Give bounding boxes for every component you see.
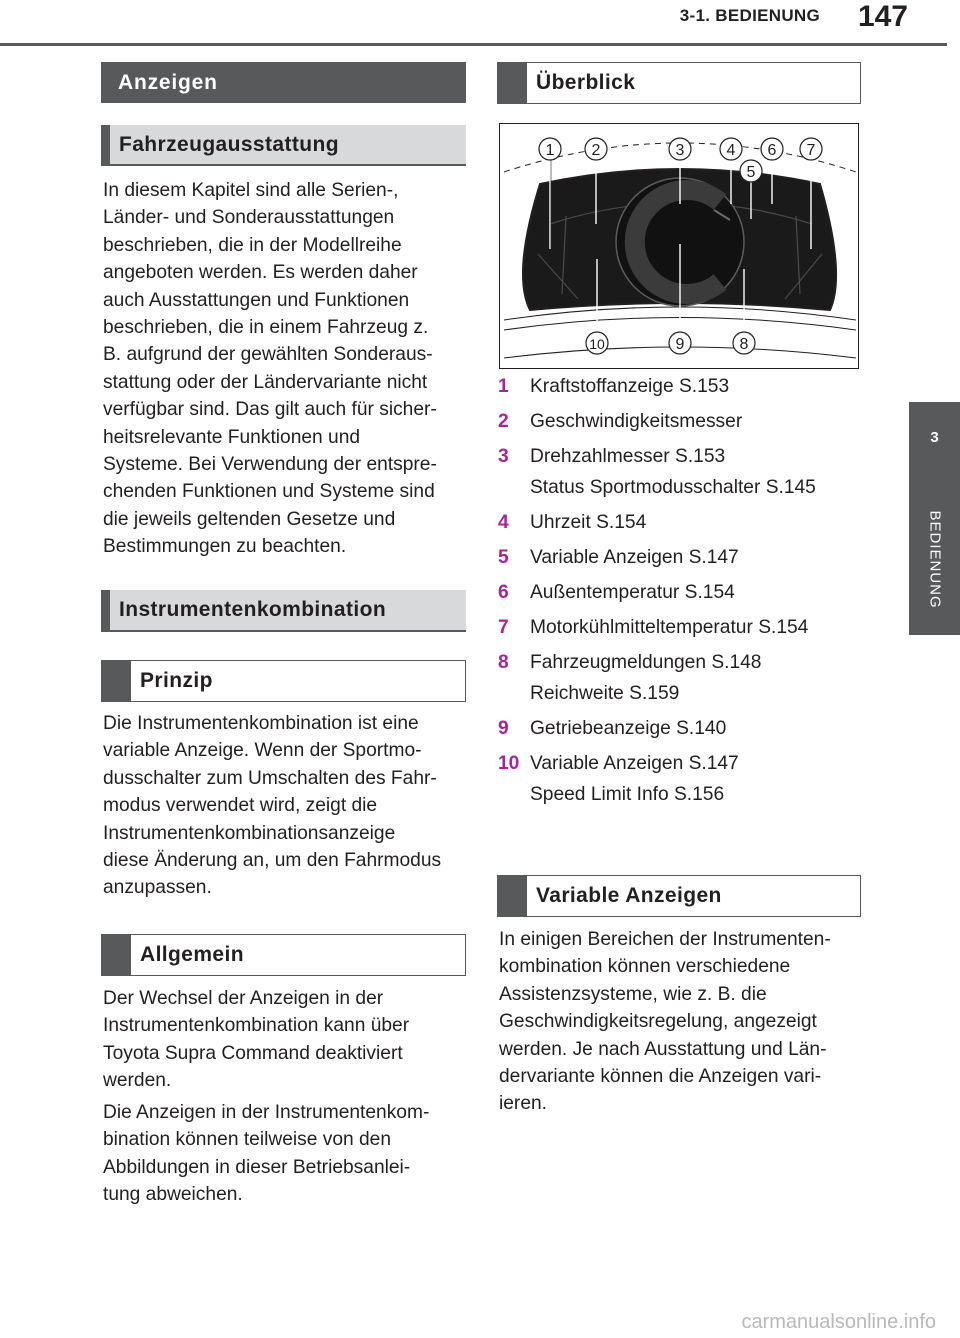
legend-item-7 bbox=[498, 613, 808, 643]
legend-text: Uhrzeit S.154 bbox=[530, 512, 647, 533]
legend-number: 7 bbox=[498, 617, 509, 638]
text-line: bination können teilweise von den bbox=[103, 1129, 392, 1151]
text-line: dusschalter zum Umschalten des Fahr- bbox=[103, 767, 437, 789]
section-title: 3-1. BEDIENUNG bbox=[679, 6, 820, 25]
legend-sub-8: Reichweite S.159 bbox=[530, 683, 680, 704]
callout-5: 5 bbox=[746, 164, 756, 181]
chapter-tab-number: 3 bbox=[930, 429, 939, 446]
legend-item-9 bbox=[498, 714, 726, 744]
text-line: beschrieben, die in einem Fahrzeug z. bbox=[103, 317, 429, 339]
legend-item-5 bbox=[498, 543, 739, 573]
text-line: heitsrelevante Funktionen und bbox=[103, 426, 361, 448]
legend-sub-3: Status Sportmodusschalter S.145 bbox=[530, 477, 816, 498]
callout-6: 6 bbox=[767, 142, 777, 159]
callout-2: 2 bbox=[591, 142, 601, 159]
text-line: variable Anzeige. Wenn der Sportmo- bbox=[103, 740, 422, 762]
legend-text: Variable Anzeigen S.147 bbox=[530, 547, 739, 568]
legend-item-6 bbox=[498, 578, 735, 608]
text-line: Die Instrumentenkombination ist eine bbox=[103, 713, 419, 734]
paragraph-variable-anzeigen bbox=[499, 926, 869, 1118]
text-line: Länder- und Sonderausstattungen bbox=[103, 207, 395, 229]
legend-sub-10: Speed Limit Info S.156 bbox=[530, 784, 725, 805]
legend-number: 4 bbox=[498, 512, 509, 533]
text-line: Der Wechsel der Anzeigen in der bbox=[103, 988, 384, 1009]
heading-allgemein: Allgemein bbox=[101, 934, 466, 976]
text-line: Systeme. Bei Verwendung der entspre- bbox=[103, 454, 437, 476]
legend-item-3 bbox=[498, 442, 725, 472]
text-line: werden. Je nach Ausstattung und Län- bbox=[499, 1038, 827, 1060]
legend-text: Drehzahlmesser S.153 bbox=[530, 446, 726, 467]
watermark: carmanualsonline.info bbox=[741, 1311, 936, 1333]
legend-item-2 bbox=[498, 407, 742, 437]
text-line: Bestimmungen zu beachten. bbox=[103, 536, 347, 558]
text-line: verfügbar sind. Das gilt auch für sicher- bbox=[103, 399, 437, 421]
text-line: anzupassen. bbox=[103, 877, 212, 899]
heading-prinzip: Prinzip bbox=[101, 660, 466, 702]
text-line: modus verwendet wird, zeigt die bbox=[103, 795, 378, 817]
legend-text: Motorkühlmitteltemperatur S.154 bbox=[530, 617, 809, 638]
callout-7: 7 bbox=[806, 142, 816, 159]
text-line: In diesem Kapitel sind alle Serien-, bbox=[103, 180, 399, 201]
text-line: chenden Funktionen und Systeme sind bbox=[103, 481, 435, 503]
instrument-cluster-drawing bbox=[500, 124, 859, 369]
heading-fahrzeugausstattung: Fahrzeugausstattung bbox=[101, 125, 466, 166]
instrument-cluster-figure bbox=[499, 123, 859, 369]
paragraph-fahrzeugausstattung bbox=[103, 177, 473, 561]
text-line: Instrumentenkombinationsanzeige bbox=[103, 822, 396, 844]
legend-number: 2 bbox=[498, 411, 509, 432]
heading-variable-anzeigen: Variable Anzeigen bbox=[497, 875, 861, 917]
chapter-tab-label: BEDIENUNG bbox=[926, 510, 944, 609]
legend-text: Geschwindigkeitsmesser bbox=[530, 411, 743, 432]
text-line: beschrieben, die in der Modellreihe bbox=[103, 234, 402, 256]
legend-number: 5 bbox=[498, 547, 509, 568]
text-line: stattung oder der Ländervariante nicht bbox=[103, 371, 428, 393]
text-line: die jeweils geltenden Gesetze und bbox=[103, 508, 396, 530]
text-line: werden. bbox=[103, 1070, 172, 1092]
heading-instrumentenkombination: Instrumentenkombination bbox=[101, 590, 466, 632]
text-line: ieren. bbox=[499, 1093, 547, 1115]
text-line: In einigen Bereichen der Instrumenten- bbox=[499, 929, 831, 950]
text-line: dervariante können die Anzeigen vari- bbox=[499, 1066, 822, 1088]
text-line: B. aufgrund der gewählten Sonderaus- bbox=[103, 344, 433, 366]
text-line: tung abweichen. bbox=[103, 1184, 243, 1206]
text-line: Toyota Supra Command deaktiviert bbox=[103, 1042, 403, 1064]
text-line: kombination können verschiedene bbox=[499, 956, 791, 978]
paragraph-allgemein-2 bbox=[103, 1099, 473, 1209]
legend-text: Variable Anzeigen S.147 bbox=[530, 753, 739, 774]
text-line: Die Anzeigen in der Instrumentenkom- bbox=[103, 1102, 430, 1123]
legend-text: Kraftstoffanzeige S.153 bbox=[530, 376, 730, 397]
callout-9: 9 bbox=[675, 336, 685, 353]
text-line: Abbildungen in dieser Betriebsanlei- bbox=[103, 1156, 411, 1178]
page-number: 147 bbox=[857, 0, 908, 33]
legend-item-4 bbox=[498, 508, 646, 538]
header-divider bbox=[0, 43, 947, 46]
callout-3: 3 bbox=[675, 142, 685, 159]
callout-8: 8 bbox=[739, 336, 749, 353]
text-line: diese Änderung an, um den Fahrmodus bbox=[103, 850, 442, 872]
legend-number: 3 bbox=[498, 446, 509, 467]
text-line: Geschwindigkeitsregelung, angezeigt bbox=[499, 1011, 817, 1033]
heading-ueberblick: Überblick bbox=[497, 62, 861, 104]
legend-number: 9 bbox=[498, 718, 509, 739]
legend-number: 10 bbox=[498, 753, 520, 774]
legend-number: 6 bbox=[498, 582, 509, 603]
legend-text: Außentemperatur S.154 bbox=[530, 582, 735, 603]
legend-item-10 bbox=[498, 749, 739, 779]
text-line: angeboten werden. Es werden daher bbox=[103, 262, 418, 284]
legend-text: Fahrzeugmeldungen S.148 bbox=[530, 652, 762, 673]
text-line: auch Ausstattungen und Funktionen bbox=[103, 289, 410, 311]
legend-item-1 bbox=[498, 372, 729, 402]
paragraph-prinzip bbox=[103, 710, 473, 902]
legend-number: 1 bbox=[498, 376, 509, 397]
callout-10: 10 bbox=[589, 336, 605, 352]
paragraph-allgemein-1 bbox=[103, 985, 473, 1095]
callout-4: 4 bbox=[726, 142, 736, 159]
heading-anzeigen: Anzeigen bbox=[101, 62, 466, 103]
legend-text: Getriebeanzeige S.140 bbox=[530, 718, 727, 739]
text-line: Instrumentenkombination kann über bbox=[103, 1015, 410, 1037]
text-line: Assistenzsysteme, wie z. B. die bbox=[499, 983, 767, 1005]
legend-item-8 bbox=[498, 648, 761, 678]
legend-number: 8 bbox=[498, 652, 509, 673]
callout-1: 1 bbox=[545, 142, 555, 159]
